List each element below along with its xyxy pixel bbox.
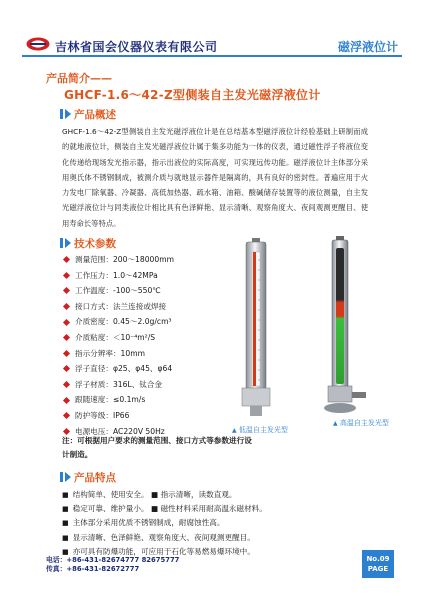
intro-label: 产品简介—— (46, 72, 112, 85)
section-bar-icon (60, 238, 63, 248)
params-list (62, 252, 237, 439)
square-bullet-icon: ■ (62, 505, 69, 514)
diamond-bullet-icon (63, 397, 70, 404)
param-item: 防护等级：IP66 (62, 408, 237, 424)
triangle-pointer-icon: ▲ (333, 420, 338, 427)
product-photos (232, 236, 382, 422)
param-item: 介质粘度：＜10⁻⁴m²/S (62, 330, 237, 346)
overview-heading: 产品概述 (60, 107, 116, 121)
high-temp-gauge-photo (324, 236, 366, 413)
section-arrow-icon (65, 238, 71, 248)
square-bullet-icon: ■ (62, 547, 69, 556)
features-heading: 产品特点 (60, 470, 116, 484)
company-logo-icon (26, 37, 50, 51)
section-arrow-icon (65, 109, 71, 119)
section-bar-icon (60, 472, 63, 482)
header-divider (22, 55, 402, 57)
param-item: 工作压力：1.0～42MPa (62, 268, 237, 284)
param-item: 测量范围：200～18000mm (62, 252, 237, 268)
feature-item: ■ 显示清晰、色泽鲜艳、观察角度大、夜间观测更醒目。 (62, 531, 368, 545)
fax-number: 传真：+86-431-82672777 (46, 565, 140, 573)
diamond-bullet-icon (63, 319, 70, 326)
square-bullet-icon: ■ (62, 491, 69, 499)
param-item: 介质密度：0.45～2.0g/cm³ (62, 314, 237, 330)
page-header (0, 0, 424, 56)
company-name: 吉林省国会仪器仪表有限公司 (55, 40, 218, 54)
param-item: 接口方式：法兰连接或焊接 (62, 299, 237, 315)
diamond-bullet-icon (63, 303, 70, 310)
diamond-bullet-icon (63, 412, 70, 419)
params-note: 注：可根据用户要求的测量范围、接口方式等参数进行设计制造。 (62, 436, 252, 459)
features-list (62, 488, 368, 559)
param-item: 浮子材质：316L、钛合金 (62, 377, 237, 393)
overview-paragraph: GHCF-1.6～42-Z型侧装自主发光磁浮液位计是在总结基本型磁浮液位计经验基础上研制而成的就地液位计，侧装自主发光磁浮液位计属于集多功能为一体的仪表，通过磁性浮子将液位变化传递给现场发光指示器，指示出液位的实际高度，可实现远传功能。磁浮液位计主体部分采用奥氏体不锈钢制成，被测介质与就地显示器件是隔离的，具有良好的密封性。普遍应用于火力发电厂除氧器、冷凝器、高低加热器、疏水箱、油箱、酸碱储存装置等的液位测量，自主发光磁浮液位计与同类液位计相比具有色泽鲜艳、显示清晰、观察角度大、夜间观测更醒目、使用寿命长等特点。 (62, 127, 368, 228)
product-title: GHCF-1.6～42-Z型侧装自主发光磁浮液位计 (64, 88, 321, 102)
param-item: 浮子直径：φ25、φ45、φ64 (62, 361, 237, 377)
contact-info (46, 556, 179, 574)
product-category: 磁浮液位计 (337, 40, 398, 54)
low-temp-caption: ▲ 低温自主发光型 (232, 426, 288, 434)
param-item: 电源电压：AC220V 50Hz (62, 424, 237, 440)
section-arrow-icon (65, 472, 71, 482)
diamond-bullet-icon (63, 287, 70, 294)
diamond-bullet-icon (63, 381, 70, 388)
param-item: 指示分辨率：10mm (62, 346, 237, 362)
feature-item: ■ 结构简单、使用安全。 ■ 指示清晰，读数直观。 (62, 488, 368, 502)
diamond-bullet-icon (63, 256, 70, 263)
page-number-badge: No.09 PAGE (362, 550, 394, 578)
param-item: 跟随速度：≤0.1m/s (62, 392, 237, 408)
params-heading: 技术参数 (60, 236, 116, 250)
diamond-bullet-icon (63, 272, 70, 279)
triangle-pointer-icon: ▲ (232, 427, 237, 434)
high-temp-caption: ▲ 高温自主发光型 (333, 419, 389, 427)
diamond-bullet-icon (63, 350, 70, 357)
low-temp-gauge-photo (242, 238, 270, 416)
param-item: 工作温度：-100～550℃ (62, 283, 237, 299)
phone-number: 电话：+86-431-82674777 82675777 (46, 556, 180, 564)
section-bar-icon (60, 109, 63, 119)
feature-item: ■ 稳定可靠、维护量小。 ■ 磁性材料采用耐高温永磁材料。 (62, 502, 368, 516)
square-bullet-icon: ■ (62, 519, 69, 528)
square-bullet-icon: ■ (62, 533, 69, 542)
diamond-bullet-icon (63, 365, 70, 372)
feature-item: ■ 主体部分采用优质不锈钢制成，耐腐蚀性高。 (62, 516, 368, 530)
feature-item: ■ 亦可具有防爆功能，可应用于石化等易燃易爆环境中。 (62, 545, 368, 559)
diamond-bullet-icon (63, 334, 70, 341)
